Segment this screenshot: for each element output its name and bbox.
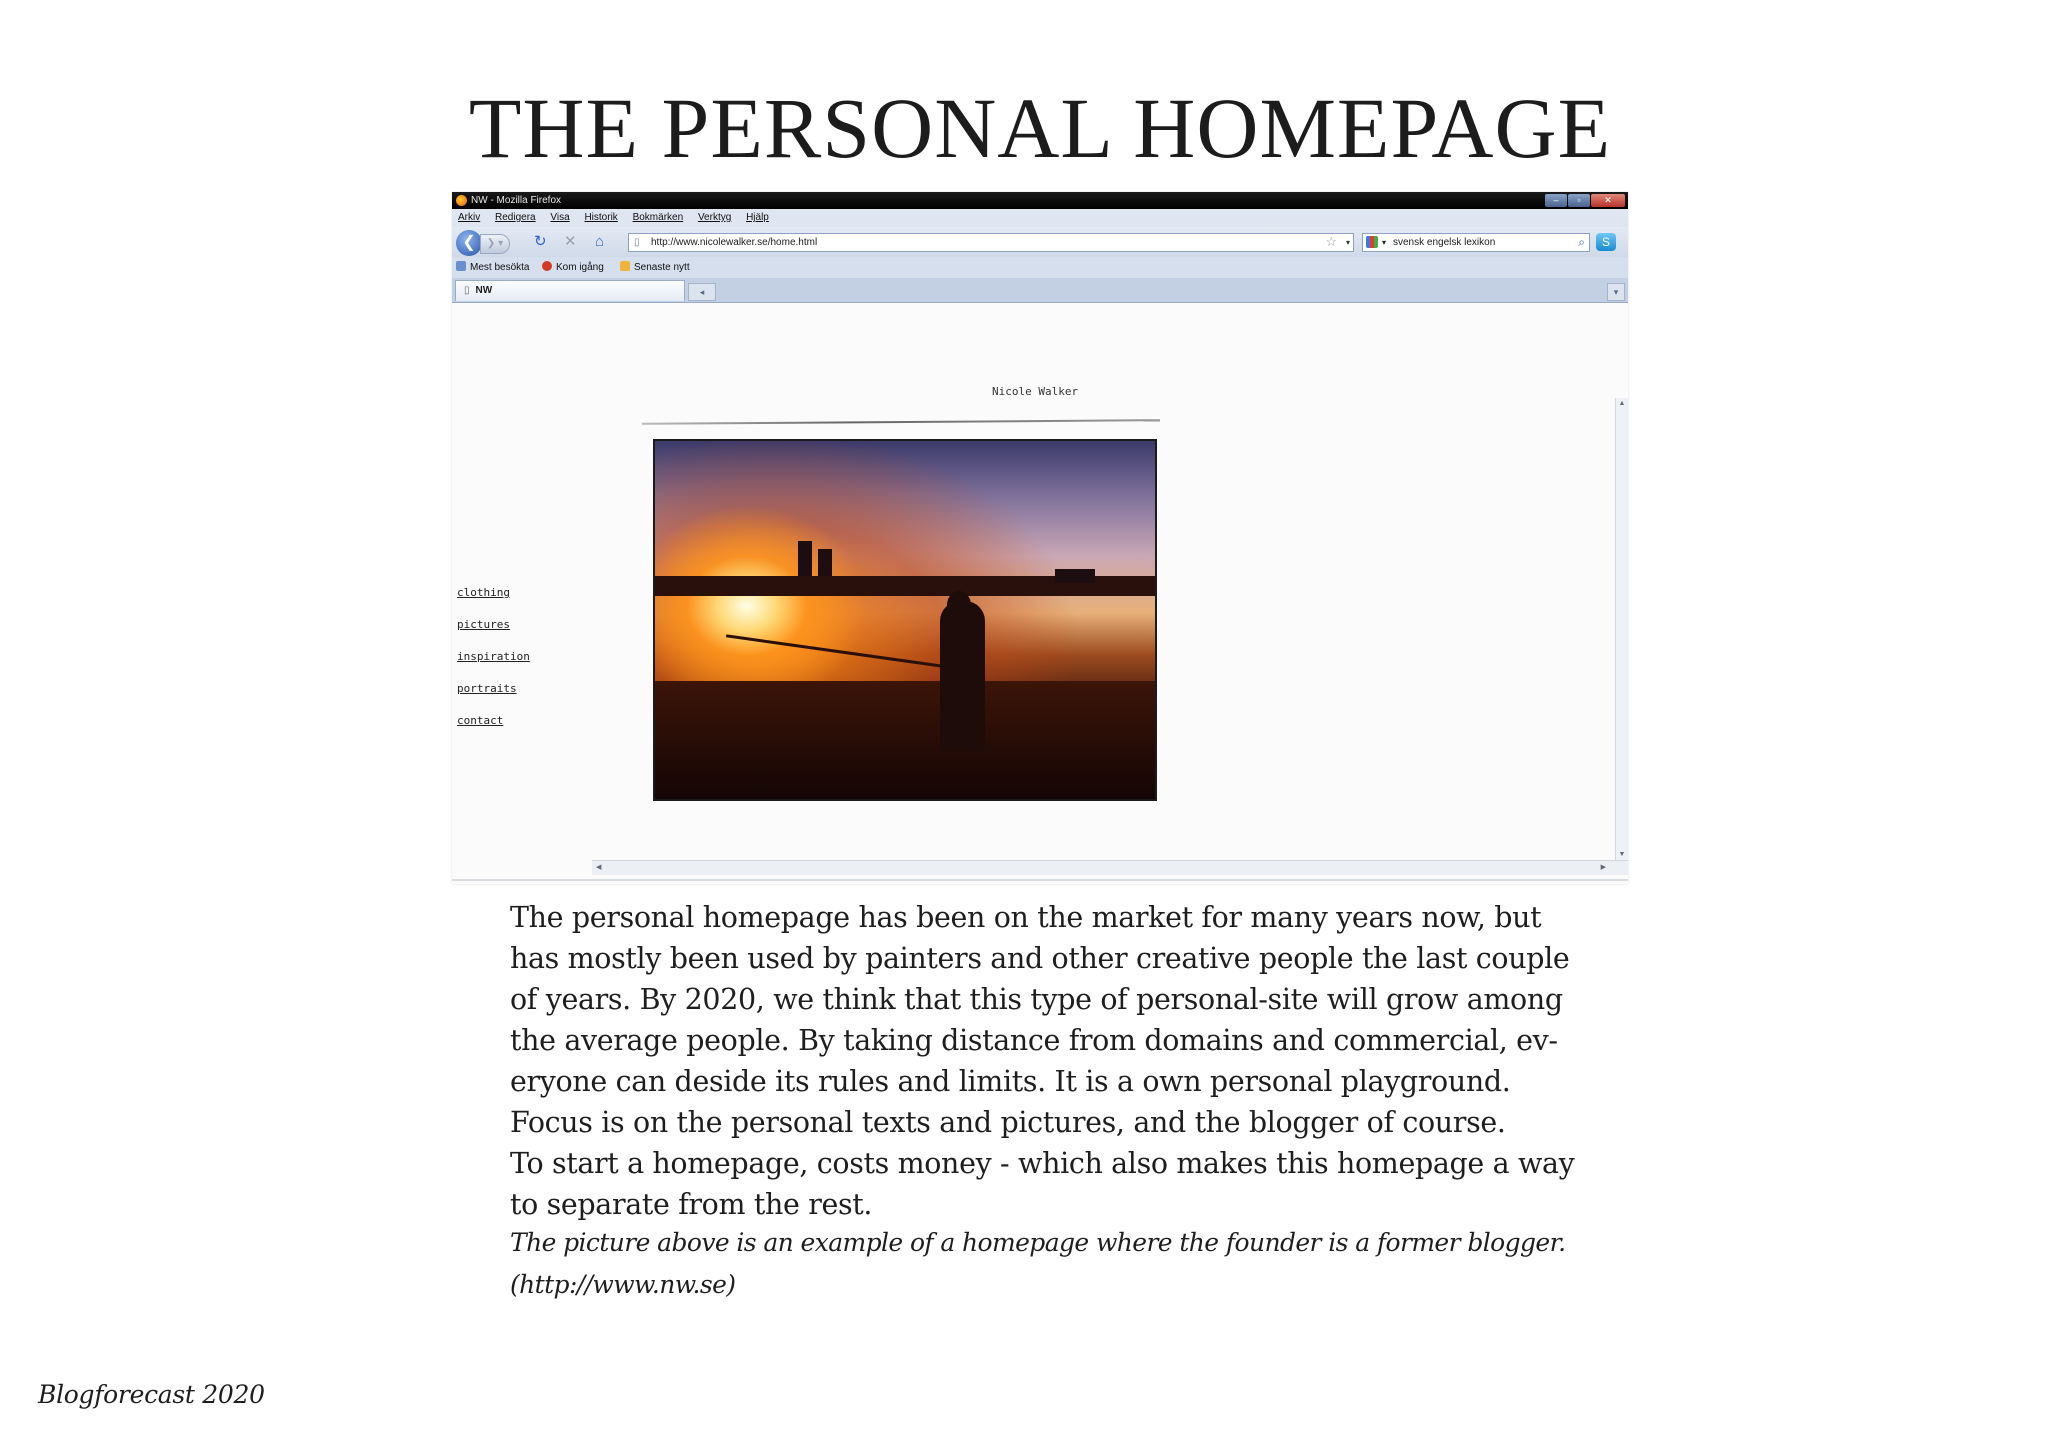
window-controls — [1545, 194, 1625, 207]
vertical-scrollbar[interactable] — [1615, 398, 1628, 860]
body-line: has mostly been used by painters and other creative people the last couple — [510, 942, 1570, 975]
home-icon[interactable]: ⌂ — [595, 233, 605, 250]
back-arrow-icon[interactable]: ❮ — [456, 230, 482, 256]
tab-scroll-left-icon[interactable]: ◂ — [688, 283, 716, 301]
body-paragraph — [510, 897, 1650, 1225]
skype-icon[interactable]: S — [1596, 233, 1616, 251]
bookmarks-toolbar — [452, 257, 1628, 278]
body-line: To start a homepage, costs money - which also makes this homepage a way — [510, 1147, 1575, 1180]
nav-link-inspiration[interactable]: inspiration — [457, 650, 530, 663]
nav-link-pictures[interactable]: pictures — [457, 618, 510, 631]
menu-item-edit[interactable]: Redigera — [495, 212, 536, 223]
bookmark-latest-news[interactable] — [620, 257, 690, 278]
scroll-up-icon[interactable]: ▲ — [1618, 400, 1626, 407]
body-line: eryone can deside its rules and limits. It is a own personal playground. — [510, 1065, 1511, 1098]
image-caption — [510, 1222, 1670, 1306]
search-text: svensk engelsk lexikon — [1393, 237, 1496, 248]
menu-item-view[interactable]: Visa — [550, 212, 570, 223]
railing — [726, 634, 964, 670]
minimize-icon[interactable]: – — [1545, 194, 1567, 207]
sunset-photo — [655, 441, 1155, 799]
stop-icon[interactable]: ✕ — [564, 233, 577, 250]
menu-item-tools[interactable]: Verktyg — [697, 212, 732, 223]
tab-strip — [452, 278, 1628, 303]
scroll-left-icon[interactable]: ◀ — [596, 864, 602, 871]
chevron-down-icon[interactable]: ▾ — [1382, 238, 1387, 247]
search-engine-icon[interactable] — [1366, 236, 1378, 248]
menu-bar — [452, 209, 1628, 227]
menu-item-history[interactable]: Historik — [584, 212, 618, 223]
tab-nw[interactable] — [455, 280, 685, 301]
nav-link-portraits[interactable]: portraits — [457, 682, 517, 695]
footer-label: Blogforecast 2020 — [38, 1380, 265, 1409]
close-icon[interactable]: ✕ — [1591, 194, 1625, 207]
divider — [452, 879, 1628, 881]
body-line: The personal homepage has been on the market for many years now, but — [510, 901, 1542, 934]
bookmark-most-visited[interactable] — [456, 257, 529, 278]
menu-item-bookmarks[interactable]: Bokmärken — [632, 212, 684, 223]
person-silhouette — [940, 601, 985, 751]
body-line: the average people. By taking distance from domains and commercial, ev- — [510, 1024, 1558, 1057]
bookmark-star-icon[interactable]: ☆ — [1325, 234, 1337, 249]
rss-folder-icon — [620, 261, 630, 271]
scroll-right-icon[interactable]: ▶ — [1600, 864, 1606, 871]
body-line: Focus is on the personal texts and pictures, and the blogger of course. — [510, 1106, 1506, 1139]
search-icon[interactable]: ⌕ — [1578, 235, 1585, 249]
bookmark-icon — [456, 261, 466, 271]
site-navigation — [457, 583, 530, 743]
photo-top-edge — [642, 419, 1160, 425]
tab-title: NW — [475, 285, 493, 296]
horizontal-scrollbar[interactable] — [592, 860, 1628, 875]
bookmark-getting-started[interactable] — [542, 257, 604, 278]
bookmark-label: Kom igång — [556, 262, 604, 273]
body-line: of years. By 2020, we think that this type of personal-site will grow among — [510, 983, 1563, 1016]
firefox-icon — [542, 261, 552, 271]
nav-link-contact[interactable]: contact — [457, 714, 504, 727]
tab-scroll-right-icon[interactable]: ▾ — [1607, 283, 1625, 301]
maximize-icon[interactable]: ▫ — [1568, 194, 1590, 207]
caption-source: (http://www.nw.se) — [510, 1270, 736, 1299]
site-name: Nicole Walker — [992, 385, 1079, 398]
forward-arrow-icon[interactable]: ❯ ▾ — [480, 234, 510, 254]
ground-shadow — [655, 681, 1155, 799]
url-text: http://www.nicolewalker.se/home.html — [651, 237, 818, 248]
bookmark-label: Mest besökta — [470, 262, 530, 273]
page-icon: ▯ — [464, 285, 470, 296]
scroll-down-icon[interactable]: ▼ — [1618, 851, 1626, 858]
page-title: THE PERSONAL HOMEPAGE — [468, 80, 1612, 176]
reload-icon[interactable]: ↻ — [534, 233, 547, 250]
firefox-icon — [456, 195, 467, 206]
page-viewport — [452, 303, 1628, 884]
browser-screenshot — [452, 192, 1628, 884]
menu-item-help[interactable]: Hjälp — [746, 212, 769, 223]
navigation-toolbar — [452, 227, 1628, 257]
page-icon: ▯ — [634, 237, 640, 248]
chevron-down-icon[interactable]: ▾ — [1345, 238, 1350, 247]
body-line: to separate from the rest. — [510, 1188, 873, 1221]
address-bar[interactable] — [628, 233, 1354, 252]
window-title: NW - Mozilla Firefox — [471, 195, 562, 206]
caption-line: The picture above is an example of a homepage where the founder is a former blogger. — [510, 1228, 1566, 1257]
bookmark-label: Senaste nytt — [634, 262, 690, 273]
building-silhouette — [1055, 569, 1095, 583]
search-input[interactable] — [1362, 233, 1590, 252]
window-titlebar — [452, 192, 1628, 209]
menu-item-file[interactable]: Arkiv — [458, 212, 481, 223]
nav-link-clothing[interactable]: clothing — [457, 586, 510, 599]
